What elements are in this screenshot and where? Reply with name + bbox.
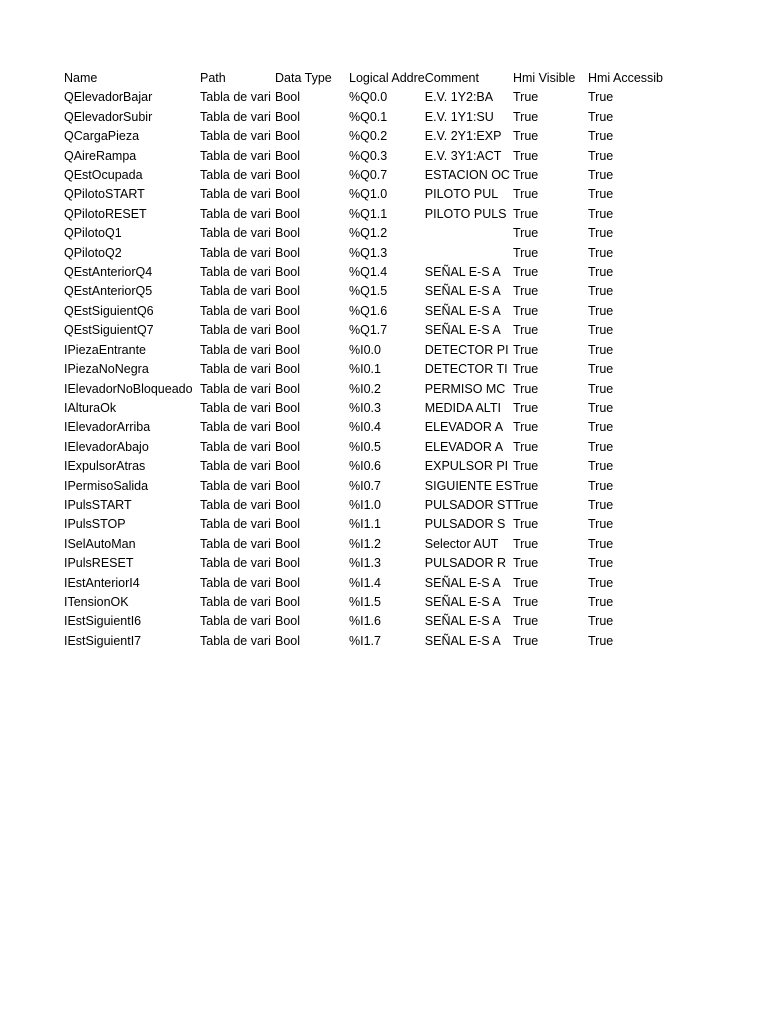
cell-hmi-visible: True [512, 168, 539, 183]
cell-logical-address: %I1.2 [349, 536, 381, 551]
cell-hmi-accessible: True [587, 342, 614, 357]
cell-comment: PULSADOR S [424, 517, 506, 532]
header-hmi-accessible: Hmi Accessib [587, 71, 664, 85]
cell-path: Tabla de vari [200, 362, 271, 377]
cell-name: QPilotoRESET [64, 206, 147, 221]
cell-name: IElevadorArriba [64, 420, 151, 435]
cell-hmi-accessible: True [587, 168, 614, 183]
cell-logical-address: %Q1.2 [349, 226, 388, 241]
table-row [64, 185, 663, 204]
table-row [64, 399, 663, 418]
cell-comment: E.V. 1Y2:BA [424, 90, 494, 105]
cell-data-type: Bool [275, 109, 301, 124]
cell-logical-address: %Q0.1 [349, 109, 388, 124]
cell-data-type: Bool [275, 303, 301, 318]
cell-comment: PULSADOR ST [424, 497, 513, 512]
cell-path: Tabla de vari [200, 245, 271, 260]
cell-path: Tabla de vari [200, 614, 271, 629]
cell-name: QEstAnteriorQ5 [64, 284, 153, 299]
cell-comment: SIGUIENTE ES [424, 478, 513, 493]
cell-logical-address: %I1.7 [349, 633, 381, 648]
cell-name: QPilotoSTART [64, 187, 145, 202]
cell-hmi-visible: True [512, 323, 539, 338]
cell-path: Tabla de vari [200, 575, 271, 590]
table-row [64, 263, 663, 282]
cell-path: Tabla de vari [200, 497, 271, 512]
cell-logical-address: %I0.4 [349, 420, 381, 435]
cell-hmi-accessible: True [587, 381, 614, 396]
cell-comment: ELEVADOR A [424, 439, 504, 454]
cell-data-type: Bool [275, 381, 301, 396]
cell-comment: ESTACION OC [424, 168, 510, 183]
cell-name: ITensionOK [64, 594, 129, 609]
cell-comment: E.V. 3Y1:ACT [424, 148, 502, 163]
cell-hmi-accessible: True [587, 556, 614, 571]
cell-hmi-visible: True [512, 245, 539, 260]
table-row [64, 205, 663, 224]
cell-hmi-visible: True [512, 614, 539, 629]
cell-data-type: Bool [275, 497, 301, 512]
cell-comment: SEÑAL E-S A [424, 575, 501, 590]
cell-logical-address: %I1.6 [349, 614, 381, 629]
cell-data-type: Bool [275, 575, 301, 590]
cell-hmi-accessible: True [587, 265, 614, 280]
cell-name: IElevadorNoBloqueado [64, 381, 193, 396]
cell-logical-address: %Q1.5 [349, 284, 388, 299]
cell-path: Tabla de vari [200, 206, 271, 221]
table-row [64, 457, 663, 476]
cell-path: Tabla de vari [200, 129, 271, 144]
cell-hmi-visible: True [512, 400, 539, 415]
cell-logical-address: %Q0.7 [349, 168, 388, 183]
cell-path: Tabla de vari [200, 478, 271, 493]
cell-comment: SEÑAL E-S A [424, 303, 501, 318]
cell-hmi-accessible: True [587, 575, 614, 590]
cell-comment: PILOTO PUL [424, 187, 499, 202]
cell-name: QEstSiguientQ7 [64, 323, 154, 338]
cell-hmi-accessible: True [587, 400, 614, 415]
cell-path: Tabla de vari [200, 381, 271, 396]
cell-name: ISelAutoMan [64, 536, 136, 551]
cell-comment: SEÑAL E-S A [424, 633, 501, 648]
cell-hmi-accessible: True [587, 497, 614, 512]
cell-name: IPulsSTOP [64, 517, 126, 532]
cell-name: IPiezaNoNegra [64, 362, 149, 377]
cell-name: IAlturaOk [64, 400, 117, 415]
cell-path: Tabla de vari [200, 633, 271, 648]
table-row [64, 88, 663, 107]
cell-data-type: Bool [275, 633, 301, 648]
cell-path: Tabla de vari [200, 265, 271, 280]
cell-path: Tabla de vari [200, 556, 271, 571]
cell-logical-address: %I1.3 [349, 556, 381, 571]
cell-path: Tabla de vari [200, 303, 271, 318]
cell-hmi-accessible: True [587, 284, 614, 299]
table-row [64, 574, 663, 593]
cell-hmi-visible: True [512, 478, 539, 493]
plc-tag-table [64, 69, 663, 651]
cell-name: QPilotoQ2 [64, 245, 122, 260]
cell-path: Tabla de vari [200, 536, 271, 551]
cell-comment: DETECTOR TI [424, 362, 508, 377]
cell-data-type: Bool [275, 168, 301, 183]
cell-logical-address: %Q1.7 [349, 323, 388, 338]
cell-hmi-accessible: True [587, 633, 614, 648]
cell-hmi-accessible: True [587, 206, 614, 221]
cell-path: Tabla de vari [200, 148, 271, 163]
cell-path: Tabla de vari [200, 342, 271, 357]
cell-logical-address: %I0.0 [349, 342, 381, 357]
cell-data-type: Bool [275, 148, 301, 163]
table-row [64, 127, 663, 146]
cell-data-type: Bool [275, 536, 301, 551]
cell-name: QAireRampa [64, 148, 137, 163]
cell-hmi-accessible: True [587, 226, 614, 241]
cell-comment: SEÑAL E-S A [424, 265, 501, 280]
cell-hmi-accessible: True [587, 148, 614, 163]
cell-name: IPermisoSalida [64, 478, 149, 493]
cell-hmi-visible: True [512, 109, 539, 124]
table-row [64, 535, 663, 554]
cell-hmi-visible: True [512, 206, 539, 221]
cell-data-type: Bool [275, 517, 301, 532]
cell-data-type: Bool [275, 400, 301, 415]
cell-logical-address: %I0.3 [349, 400, 381, 415]
cell-logical-address: %I0.5 [349, 439, 381, 454]
header-path: Path [200, 71, 226, 85]
cell-logical-address: %Q1.6 [349, 303, 388, 318]
cell-logical-address: %Q1.4 [349, 265, 388, 280]
cell-name: QEstAnteriorQ4 [64, 265, 153, 280]
table-row [64, 282, 663, 301]
cell-logical-address: %Q0.3 [349, 148, 388, 163]
table-row [64, 147, 663, 166]
cell-hmi-visible: True [512, 265, 539, 280]
table-row [64, 632, 663, 651]
cell-path: Tabla de vari [200, 90, 271, 105]
cell-name: IPulsRESET [64, 556, 134, 571]
cell-logical-address: %Q1.0 [349, 187, 388, 202]
cell-comment: EXPULSOR PI [424, 459, 509, 474]
cell-path: Tabla de vari [200, 109, 271, 124]
cell-hmi-visible: True [512, 439, 539, 454]
cell-logical-address: %I1.1 [349, 517, 381, 532]
cell-data-type: Bool [275, 226, 301, 241]
cell-hmi-visible: True [512, 517, 539, 532]
cell-hmi-visible: True [512, 536, 539, 551]
cell-hmi-accessible: True [587, 536, 614, 551]
header-row [64, 69, 663, 88]
header-logical-address: Logical Addre [349, 71, 425, 85]
cell-hmi-accessible: True [587, 187, 614, 202]
cell-hmi-visible: True [512, 594, 539, 609]
cell-hmi-visible: True [512, 226, 539, 241]
cell-hmi-visible: True [512, 381, 539, 396]
cell-hmi-visible: True [512, 148, 539, 163]
table-row [64, 108, 663, 127]
cell-name: IEstSiguientI7 [64, 633, 142, 648]
cell-hmi-visible: True [512, 420, 539, 435]
cell-name: IPulsSTART [64, 497, 132, 512]
cell-data-type: Bool [275, 594, 301, 609]
cell-name: IExpulsorAtras [64, 459, 146, 474]
cell-hmi-visible: True [512, 362, 539, 377]
cell-name: QEstSiguientQ6 [64, 303, 154, 318]
header-name: Name [64, 71, 98, 85]
cell-hmi-accessible: True [587, 323, 614, 338]
cell-data-type: Bool [275, 362, 301, 377]
cell-logical-address: %I0.2 [349, 381, 381, 396]
table-row [64, 438, 663, 457]
cell-hmi-visible: True [512, 90, 539, 105]
cell-data-type: Bool [275, 439, 301, 454]
cell-comment: E.V. 1Y1:SU [424, 109, 494, 124]
table-row [64, 554, 663, 573]
cell-comment: SEÑAL E-S A [424, 594, 501, 609]
cell-data-type: Bool [275, 129, 301, 144]
cell-path: Tabla de vari [200, 168, 271, 183]
cell-data-type: Bool [275, 265, 301, 280]
cell-data-type: Bool [275, 245, 301, 260]
cell-logical-address: %Q1.1 [349, 206, 388, 221]
cell-path: Tabla de vari [200, 187, 271, 202]
cell-logical-address: %I0.7 [349, 478, 381, 493]
table-row [64, 360, 663, 379]
cell-path: Tabla de vari [200, 323, 271, 338]
cell-path: Tabla de vari [200, 459, 271, 474]
cell-name: IElevadorAbajo [64, 439, 149, 454]
table-row [64, 612, 663, 631]
cell-data-type: Bool [275, 342, 301, 357]
table-row [64, 321, 663, 340]
cell-path: Tabla de vari [200, 594, 271, 609]
cell-comment: SEÑAL E-S A [424, 284, 501, 299]
cell-hmi-visible: True [512, 342, 539, 357]
cell-hmi-visible: True [512, 284, 539, 299]
table-row [64, 341, 663, 360]
cell-hmi-accessible: True [587, 614, 614, 629]
table-body [64, 88, 663, 651]
cell-hmi-accessible: True [587, 129, 614, 144]
table-row [64, 244, 663, 263]
cell-data-type: Bool [275, 323, 301, 338]
header-hmi-visible: Hmi Visible [512, 71, 576, 85]
cell-hmi-accessible: True [587, 90, 614, 105]
cell-hmi-accessible: True [587, 439, 614, 454]
cell-logical-address: %Q1.3 [349, 245, 388, 260]
cell-comment: PILOTO PULS [424, 206, 507, 221]
cell-name: QElevadorBajar [64, 90, 153, 105]
cell-data-type: Bool [275, 284, 301, 299]
cell-path: Tabla de vari [200, 420, 271, 435]
cell-path: Tabla de vari [200, 226, 271, 241]
cell-data-type: Bool [275, 420, 301, 435]
cell-hmi-accessible: True [587, 362, 614, 377]
cell-comment: DETECTOR PI [424, 342, 509, 357]
cell-hmi-accessible: True [587, 245, 614, 260]
table-row [64, 496, 663, 515]
cell-hmi-accessible: True [587, 109, 614, 124]
cell-path: Tabla de vari [200, 284, 271, 299]
cell-path: Tabla de vari [200, 400, 271, 415]
table-row [64, 166, 663, 185]
cell-comment: E.V. 2Y1:EXP [424, 129, 502, 144]
cell-name: IPiezaEntrante [64, 342, 146, 357]
cell-name: QPilotoQ1 [64, 226, 122, 241]
table-row [64, 418, 663, 437]
cell-hmi-accessible: True [587, 594, 614, 609]
cell-comment: ELEVADOR A [424, 420, 504, 435]
cell-comment [425, 244, 513, 263]
cell-hmi-accessible: True [587, 420, 614, 435]
table-row [64, 477, 663, 496]
table-row [64, 224, 663, 243]
cell-hmi-visible: True [512, 129, 539, 144]
cell-logical-address: %Q0.0 [349, 90, 388, 105]
cell-hmi-visible: True [512, 187, 539, 202]
table-row [64, 593, 663, 612]
cell-hmi-visible: True [512, 556, 539, 571]
cell-data-type: Bool [275, 459, 301, 474]
table-row [64, 515, 663, 534]
cell-hmi-accessible: True [587, 459, 614, 474]
cell-logical-address: %I1.5 [349, 594, 381, 609]
cell-data-type: Bool [275, 614, 301, 629]
cell-path: Tabla de vari [200, 439, 271, 454]
cell-hmi-visible: True [512, 497, 539, 512]
header-data-type: Data Type [275, 71, 332, 85]
cell-logical-address: %I0.6 [349, 459, 381, 474]
cell-path: Tabla de vari [200, 517, 271, 532]
cell-comment: PERMISO MC [424, 381, 506, 396]
cell-logical-address: %Q0.2 [349, 129, 388, 144]
cell-data-type: Bool [275, 206, 301, 221]
cell-data-type: Bool [275, 90, 301, 105]
cell-name: IEstSiguientI6 [64, 614, 142, 629]
cell-data-type: Bool [275, 556, 301, 571]
cell-comment: MEDIDA ALTI [424, 400, 501, 415]
cell-hmi-visible: True [512, 575, 539, 590]
cell-hmi-accessible: True [587, 478, 614, 493]
cell-name: QCargaPieza [64, 129, 140, 144]
cell-hmi-visible: True [512, 303, 539, 318]
cell-logical-address: %I0.1 [349, 362, 381, 377]
cell-data-type: Bool [275, 478, 301, 493]
cell-name: QElevadorSubir [64, 109, 153, 124]
cell-data-type: Bool [275, 187, 301, 202]
header-comment: Comment [424, 71, 479, 85]
cell-logical-address: %I1.4 [349, 575, 381, 590]
cell-hmi-accessible: True [587, 517, 614, 532]
cell-hmi-accessible: True [587, 303, 614, 318]
table-row [64, 380, 663, 399]
cell-name: QEstOcupada [64, 168, 143, 183]
cell-comment: Selector AUT [424, 536, 499, 551]
cell-hmi-visible: True [512, 459, 539, 474]
cell-comment: SEÑAL E-S A [424, 614, 501, 629]
cell-comment: PULSADOR R [424, 556, 507, 571]
table-row [64, 302, 663, 321]
plc-tag-table-sheet [64, 69, 663, 651]
cell-comment: SEÑAL E-S A [424, 323, 501, 338]
cell-name: IEstAnteriorI4 [64, 575, 140, 590]
cell-logical-address: %I1.0 [349, 497, 381, 512]
cell-comment [425, 224, 513, 243]
cell-hmi-visible: True [512, 633, 539, 648]
